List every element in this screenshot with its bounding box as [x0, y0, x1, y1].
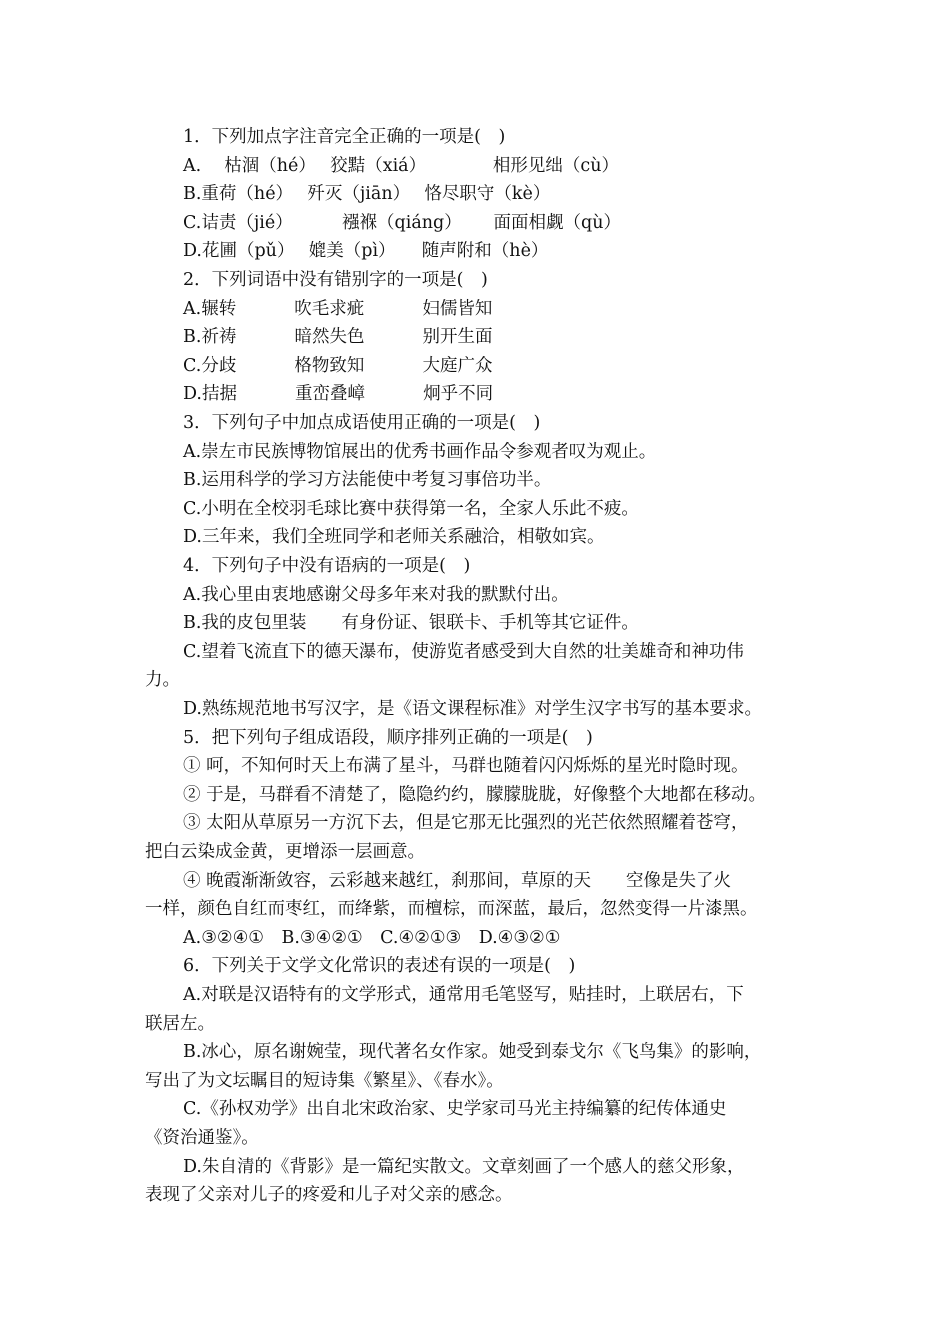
- answer-option: A.我心里由衷地感谢父母多年来对我的默默付出。: [183, 584, 569, 605]
- question-stem: 6．下列关于文学文化常识的表述有误的一项是( ): [183, 956, 576, 977]
- answer-option: B.祈祷 暗然失色 别开生面: [183, 327, 493, 348]
- text-continuation: 《资治通鉴》。: [145, 1128, 259, 1148]
- answer-option: A.辗转 吹毛求疵 妇儒皆知: [183, 298, 493, 319]
- answer-option: D.熟练规范地书写汉字，是《语文课程标准》对学生汉字书写的基本要求。: [183, 699, 762, 719]
- answer-option: ② 于是，马群看不清楚了，隐隐约约，朦朦胧胧，好像整个大地都在移动。: [183, 784, 767, 805]
- answer-option: C.诘责（jié） 襁褓（qiáng） 面面相觑（qù）: [183, 212, 622, 233]
- answer-option: A. 枯涸（hé） 狡黠（xiá） 相形见绌（cù）: [183, 155, 619, 176]
- text-continuation: 一样，颜色自红而枣红，而绛紫，而檀棕，而深蓝，最后，忽然变得一片漆黑。: [145, 899, 758, 920]
- answer-option: D.朱自清的《背影》是一篇纪实散文。文章刻画了一个感人的慈父形象，: [183, 1156, 745, 1177]
- text-continuation: 写出了为文坛瞩目的短诗集《繁星》、《春水》。: [145, 1070, 504, 1091]
- answer-option: B.重荷（hé） 歼灭（jiān） 恪尽职守（kè）: [183, 184, 551, 205]
- text-continuation: 力。: [145, 670, 180, 691]
- answer-option: C.《孙权劝学》出自北宋政治家、史学家司马光主持编纂的纪传体通史: [183, 1099, 727, 1120]
- answer-option: A.崇左市民族博物馆展出的优秀书画作品令参观者叹为观止。: [183, 441, 657, 462]
- answer-option: ① 呵，不知何时天上布满了星斗，马群也随着闪闪烁烁的星光时隐时现。: [183, 756, 749, 777]
- answer-option: C.分歧 格物致知 大庭广众: [183, 355, 493, 376]
- answer-option: ③ 太阳从草原另一方沉下去，但是它那无比强烈的光芒依然照耀着苍穹，: [183, 813, 749, 834]
- answer-option: B.运用科学的学习方法能使中考复习事倍功半。: [183, 470, 552, 491]
- question-stem: 4．下列句子中没有语病的一项是( ): [183, 556, 471, 576]
- answer-option: B.冰心，原名谢婉莹，现代著名女作家。她受到泰戈尔《飞鸟集》的影响，: [183, 1042, 762, 1063]
- question-stem: 3．下列句子中加点成语使用正确的一项是( ): [183, 413, 541, 433]
- answer-option: D.拮据 重峦叠嶂 炯乎不同: [183, 384, 494, 405]
- answer-option: C.望着飞流直下的德天瀑布，使游览者感受到大自然的壮美雄奇和神功伟: [183, 641, 744, 662]
- answer-option: D.花圃（pǔ） 媲美（pì） 随声附和（hè）: [183, 241, 549, 262]
- question-stem: 2．下列词语中没有错别字的一项是( ): [183, 270, 488, 290]
- answer-option: A.对联是汉语特有的文学形式，通常用毛笔竖写，贴挂时，上联居右，下: [183, 985, 744, 1005]
- text-continuation: 把白云染成金黄，更增添一层画意。: [145, 842, 425, 862]
- answer-option: A.③②④① B.③④②① C.④②①③ D.④③②①: [183, 927, 561, 948]
- question-stem: 1．下列加点字注音完全正确的一项是( ): [183, 127, 506, 147]
- text-continuation: 联居左。: [145, 1013, 215, 1034]
- answer-option: B.我的皮包里装 有身份证、银联卡、手机等其它证件。: [183, 613, 639, 634]
- answer-option: ④ 晚霞渐渐敛容，云彩越来越红，刹那间，草原的天 空像是失了火: [183, 870, 732, 891]
- question-stem: 5．把下列句子组成语段，顺序排列正确的一项是( ): [183, 727, 593, 748]
- answer-option: C.小明在全校羽毛球比赛中获得第一名，全家人乐此不疲。: [183, 498, 639, 519]
- text-continuation: 表现了父亲对儿子的疼爱和儿子对父亲的感念。: [145, 1185, 513, 1206]
- answer-option: D.三年来，我们全班同学和老师关系融洽，相敬如宾。: [183, 527, 605, 548]
